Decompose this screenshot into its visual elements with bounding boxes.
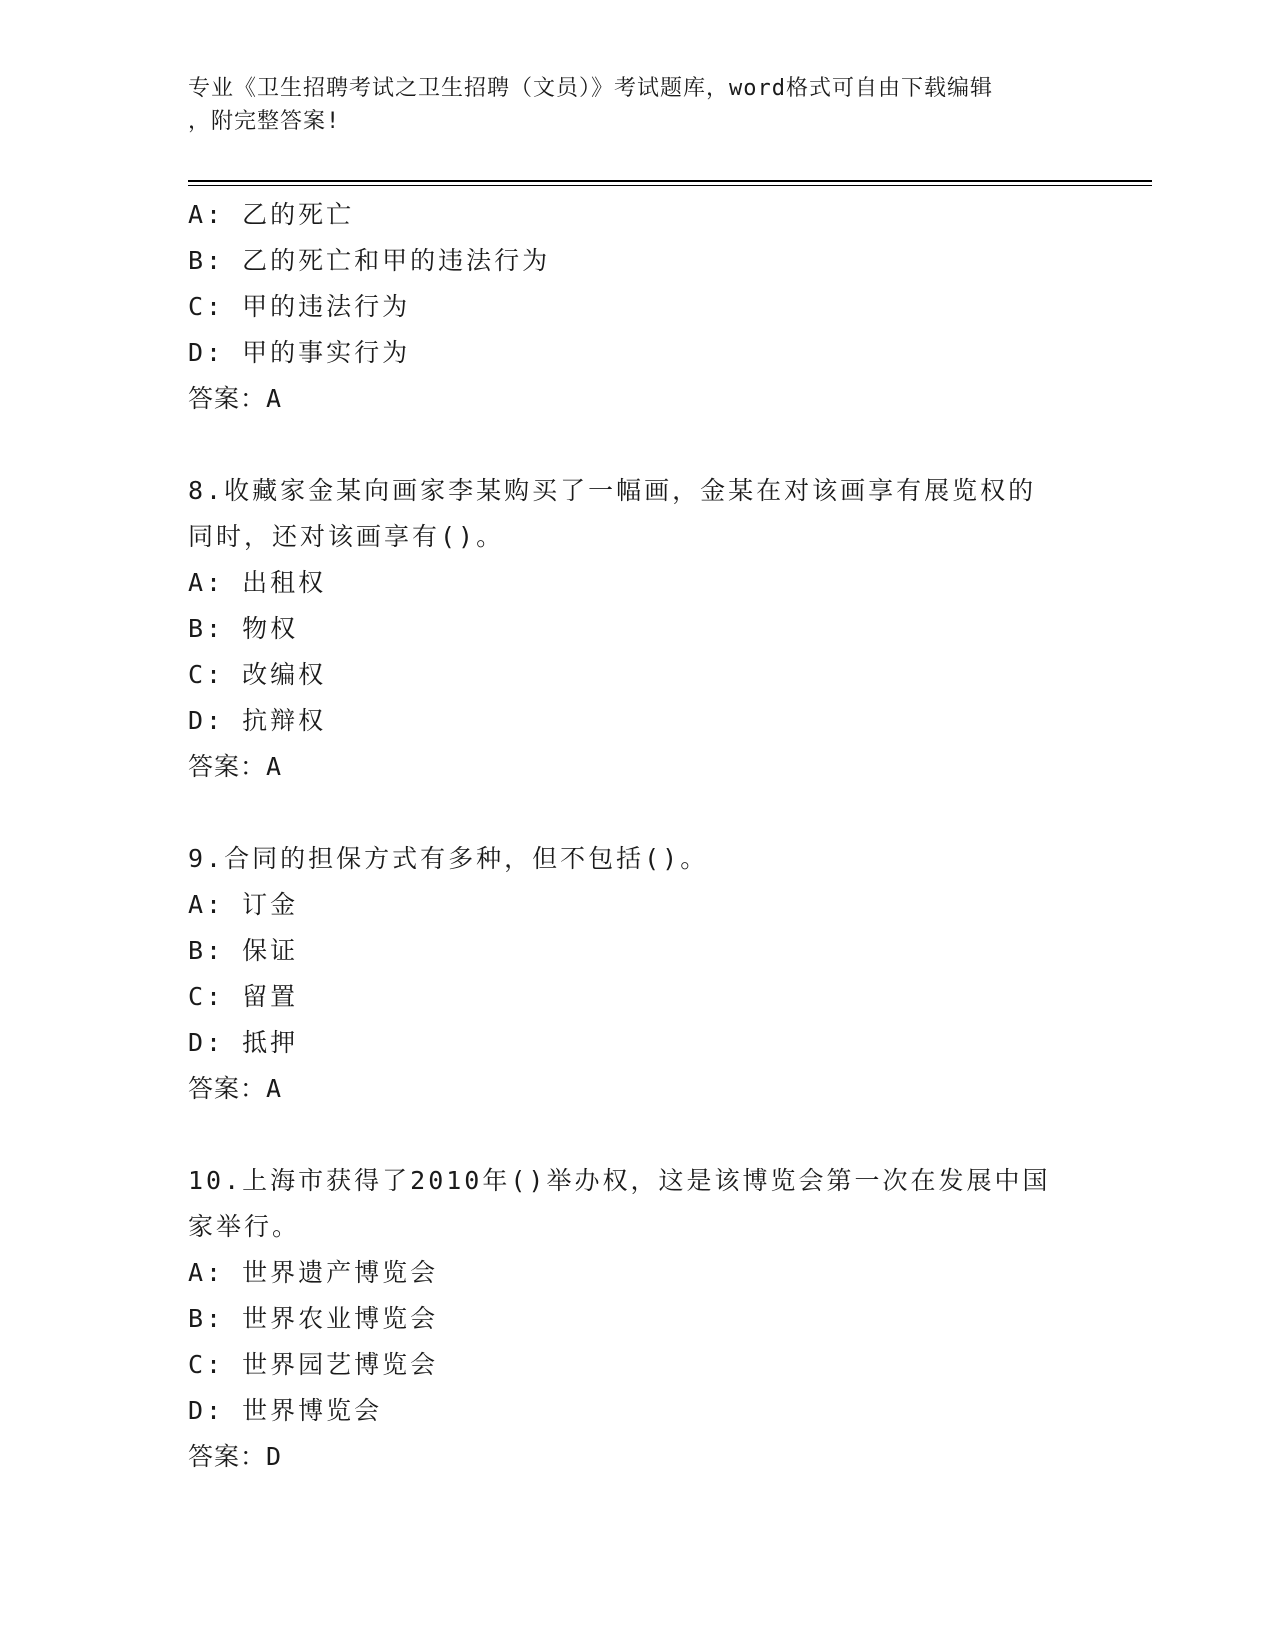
option-a	[188, 192, 1068, 238]
option-b	[188, 606, 1068, 652]
option-a	[188, 882, 1068, 928]
option-text: 甲的违法行为	[242, 292, 411, 321]
question-7	[188, 192, 1068, 422]
option-letter: B:	[188, 1304, 225, 1333]
option-letter: A:	[188, 568, 225, 597]
option-c	[188, 652, 1068, 698]
answer-value: D	[266, 1442, 283, 1471]
option-b	[188, 1296, 1068, 1342]
option-text: 留置	[242, 982, 299, 1011]
option-letter: C:	[188, 292, 225, 321]
answer-label: 答案：	[188, 1442, 267, 1471]
option-text: 世界农业博览会	[242, 1304, 439, 1333]
option-letter: C:	[188, 660, 225, 689]
answer-label: 答案：	[188, 384, 267, 413]
option-letter: A:	[188, 1258, 225, 1287]
option-letter: C:	[188, 1350, 225, 1379]
question-list	[188, 192, 1068, 1480]
header-line-1: 专业《卫生招聘考试之卫生招聘（文员）》考试题库，word格式可自由下载编辑	[188, 76, 993, 101]
option-c	[188, 284, 1068, 330]
option-d	[188, 330, 1068, 376]
option-b	[188, 928, 1068, 974]
option-letter: A:	[188, 890, 225, 919]
option-d	[188, 1020, 1068, 1066]
option-text: 世界博览会	[242, 1396, 383, 1425]
spacer	[188, 422, 1068, 468]
question-stem-line-1: 10.上海市获得了2010年()举办权，这是该博览会第一次在发展中国	[188, 1166, 1051, 1195]
answer-line	[188, 376, 1068, 422]
option-letter: B:	[188, 246, 225, 275]
spacer	[188, 1112, 1068, 1158]
option-text: 乙的死亡和甲的违法行为	[242, 246, 551, 275]
answer-value: A	[266, 384, 283, 413]
option-letter: A:	[188, 200, 225, 229]
option-letter: D:	[188, 338, 225, 367]
option-b	[188, 238, 1068, 284]
header-rule-thick	[188, 180, 1152, 182]
option-letter: D:	[188, 1028, 225, 1057]
answer-value: A	[266, 752, 283, 781]
option-letter: D:	[188, 706, 225, 735]
question-stem-line-1: 8.收藏家金某向画家李某购买了一幅画，金某在对该画享有展览权的	[188, 476, 1037, 505]
option-text: 抗辩权	[242, 706, 327, 735]
answer-label: 答案：	[188, 752, 267, 781]
option-text: 乙的死亡	[242, 200, 355, 229]
option-a	[188, 1250, 1068, 1296]
option-d	[188, 1388, 1068, 1434]
answer-line	[188, 1066, 1068, 1112]
option-letter: B:	[188, 614, 225, 643]
option-text: 出租权	[242, 568, 327, 597]
answer-line	[188, 1434, 1068, 1480]
option-text: 物权	[242, 614, 299, 643]
option-c	[188, 974, 1068, 1020]
spacer	[188, 790, 1068, 836]
question-stem-line-2: 家举行。	[188, 1212, 301, 1241]
option-text: 世界园艺博览会	[242, 1350, 439, 1379]
option-text: 世界遗产博览会	[242, 1258, 439, 1287]
question-stem-line-2: 同时，还对该画享有()。	[188, 522, 505, 551]
option-text: 订金	[242, 890, 299, 919]
answer-label: 答案：	[188, 1074, 267, 1103]
option-text: 改编权	[242, 660, 327, 689]
header-rule-thin	[188, 185, 1152, 186]
option-text: 保证	[242, 936, 299, 965]
question-10	[188, 1158, 1068, 1480]
question-8	[188, 468, 1068, 790]
option-d	[188, 698, 1068, 744]
answer-value: A	[266, 1074, 283, 1103]
option-c	[188, 1342, 1068, 1388]
question-9	[188, 836, 1068, 1112]
header-line-2: ，附完整答案!	[188, 109, 341, 134]
option-text: 抵押	[242, 1028, 299, 1057]
option-letter: C:	[188, 982, 225, 1011]
question-stem-line-1: 9.合同的担保方式有多种，但不包括()。	[188, 844, 709, 873]
answer-line	[188, 744, 1068, 790]
document-header	[188, 72, 1088, 138]
option-text: 甲的事实行为	[242, 338, 411, 367]
option-letter: D:	[188, 1396, 225, 1425]
option-letter: B:	[188, 936, 225, 965]
option-a	[188, 560, 1068, 606]
